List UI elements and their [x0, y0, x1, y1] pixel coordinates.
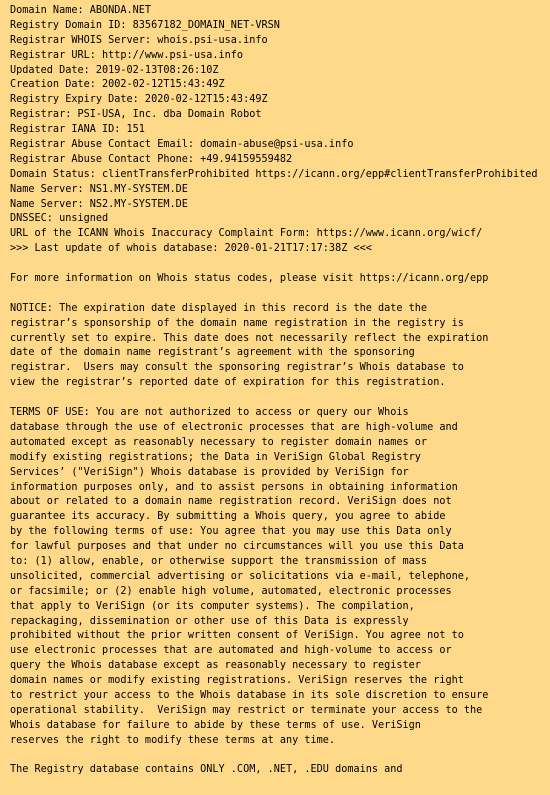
terms-line: Services’ ("VeriSign") Whois database is provided by VeriSign for [10, 466, 409, 478]
notice-line: currently set to expire. This date does not necessarily reflect the expiration [10, 332, 489, 344]
registrar-iana-id-line: Registrar IANA ID: 151 [10, 124, 145, 136]
terms-line: to: (1) allow, enable, or otherwise support the transmission of mass [10, 555, 428, 567]
status-info-line: For more information on Whois status codes, please visit https://icann.org/epp [10, 273, 489, 285]
terms-line: Whois database for failure to abide by these terms of use. VeriSign [10, 719, 421, 731]
terms-line: query the Whois database except as reasonably necessary to register [10, 660, 421, 672]
dnssec-line: DNSSEC: unsigned [10, 213, 109, 225]
terms-line: repackaging, dissemination or other use of this Data is expressly [10, 615, 409, 627]
notice-line: view the registrar’s reported date of expiration for this registration. [10, 377, 446, 389]
registry-note-line: The Registry database contains ONLY .COM, .NET, .EDU domains and [10, 764, 403, 776]
terms-line: by the following terms of use: You agree that you may use this Data only [10, 526, 452, 538]
terms-line: guarantee its accuracy. By submitting a Whois query, you agree to abide [10, 511, 446, 523]
registry-domain-id-line: Registry Domain ID: 83567182_DOMAIN_NET-VRSN [10, 19, 280, 31]
terms-line: reserves the right to modify these terms at any time. [10, 734, 336, 746]
creation-date-line: Creation Date: 2002-02-12T15:43:49Z [10, 79, 225, 91]
blank-line [10, 391, 546, 406]
terms-line: that apply to VeriSign (or its computer systems). The compilation, [10, 600, 415, 612]
notice-line: registrar. Users may consult the sponsoring registrar’s Whois database to [10, 362, 464, 374]
domain-status-line: Domain Status: clientTransferProhibited https://icann.org/epp#clientTransferProhibited [10, 168, 538, 180]
registrar-line: Registrar: PSI-USA, Inc. dba Domain Robot [10, 109, 262, 121]
updated-date-line: Updated Date: 2019-02-13T08:26:10Z [10, 64, 219, 76]
terms-line: operational stability. VeriSign may restrict or terminate your access to the [10, 704, 483, 716]
registrar-whois-server-line: Registrar WHOIS Server: whois.psi-usa.info [10, 34, 268, 46]
name-server-line: Name Server: NS1.MY-SYSTEM.DE [10, 183, 188, 195]
registrar-url-line: Registrar URL: http://www.psi-usa.info [10, 49, 244, 61]
blank-line [10, 287, 546, 302]
icann-complaint-url-line: URL of the ICANN Whois Inaccuracy Complaint Form: https://www.icann.org/wicf/ [10, 228, 483, 240]
terms-line: modify existing registrations; the Data in VeriSign Global Registry [10, 451, 421, 463]
terms-line: TERMS OF USE: You are not authorized to access or query our Whois [10, 407, 409, 419]
terms-line: prohibited without the prior written consent of VeriSign. You agree not to [10, 630, 464, 642]
last-update-line: >>> Last update of whois database: 2020-01-21T17:17:38Z <<< [10, 243, 372, 255]
notice-line: date of the domain name registrant’s agreement with the sponsoring [10, 347, 415, 359]
terms-line: about or related to a domain name registration record. VeriSign does not [10, 496, 452, 508]
whois-record [10, 4, 546, 778]
terms-line: for lawful purposes and that under no circumstances will you use this Data [10, 541, 464, 553]
abuse-email-line: Registrar Abuse Contact Email: domain-abuse@psi-usa.info [10, 139, 354, 151]
notice-line: registrar’s sponsorship of the domain name registration in the registry is [10, 317, 464, 329]
terms-line: automated except as reasonably necessary to register domain names or [10, 436, 428, 448]
notice-paragraph [10, 302, 546, 391]
abuse-phone-line: Registrar Abuse Contact Phone: +49.94159559482 [10, 153, 293, 165]
terms-line: domain names or modify existing registrations. VeriSign reserves the right [10, 675, 464, 687]
name-server-line: Name Server: NS2.MY-SYSTEM.DE [10, 198, 188, 210]
terms-line: database through the use of electronic processes that are high-volume and [10, 421, 458, 433]
terms-line: unsolicited, commercial advertising or solicitations via e-mail, telephone, [10, 570, 471, 582]
terms-paragraph [10, 406, 546, 748]
terms-line: information purposes only, and to assist persons in obtaining information [10, 481, 458, 493]
blank-line [10, 749, 546, 764]
terms-line: to restrict your access to the Whois database in its sole discretion to ensure [10, 689, 489, 701]
notice-line: NOTICE: The expiration date displayed in this record is the date the [10, 302, 428, 314]
blank-line [10, 257, 546, 272]
terms-line: use electronic processes that are automated and high-volume to access or [10, 645, 452, 657]
terms-line: or facsimile; or (2) enable high volume, automated, electronic processes [10, 585, 452, 597]
domain-name-line: Domain Name: ABONDA.NET [10, 5, 152, 16]
registry-expiry-date-line: Registry Expiry Date: 2020-02-12T15:43:49Z [10, 94, 268, 106]
